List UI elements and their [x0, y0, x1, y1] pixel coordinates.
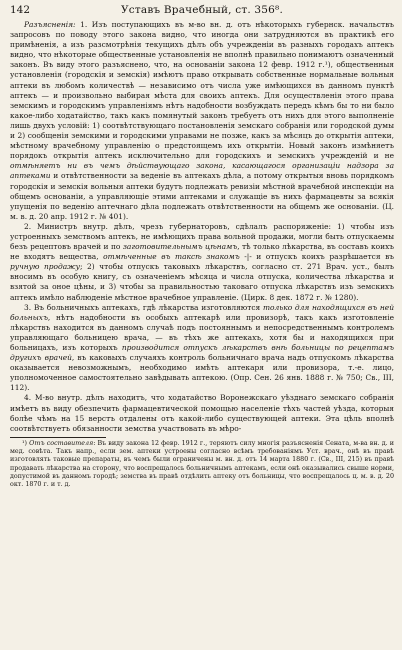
paragraph-1 — [10, 20, 394, 222]
footnote-lead: Отъ составителя — [29, 439, 94, 447]
paragraph-4-text: 4. М-во внутр. дѣлъ находитъ, что ходатайство Воронежскаго уѣзднаго земскаго собранія имѣетъ въ виду обезпечить фармацевтической помощью населеніе тѣхъ частей уѣзда, которыя болѣе чѣмъ на 15 верстъ отдалены отъ какой-либо существующей аптеки. Эта цѣль вполнѣ соотвѣтствуетъ обязанности земства участвовать въ мѣро- — [10, 393, 394, 433]
page-header — [10, 4, 394, 20]
footnote-marker: ¹) — [22, 439, 30, 447]
paragraph-2-text-2: , тѣ только лѣкарства, въ составъ коихъ не входятъ вещества, — [10, 242, 394, 262]
article-body — [10, 20, 394, 434]
paragraph-2-text-3: -|- и отпускъ коихъ разрѣшается въ — [239, 252, 394, 262]
paragraph-4 — [10, 393, 394, 433]
paragraph-2-emphasis-2: отмѣченные въ таксѣ знакомъ — [103, 252, 240, 262]
paragraph-2-text: 2. Министръ внутр. дѣлъ, чрезъ губернаторовъ, сдѣлалъ распоряженіе: 1) чтобы изъ устроенныхъ земствомъ аптекъ, не имѣющихъ права вольной продажи, могли быть отпускаемы безъ рецептовъ врачей и по — [10, 221, 394, 252]
footnote-divider — [10, 437, 106, 438]
paragraph-3-text: 3. Въ больничныхъ аптекахъ, гдѣ лѣкарства изготовляются — [24, 302, 263, 312]
paragraph-1-text-continued: и отвѣтственности за веденіе въ аптекахъ дѣла, а потому открытыя вновь порядкомъ городскія и земскія вольныя аптеки будутъ подлежать ревизіи мѣстной врачебной инспекціи на общемъ основаніи, а управляющіе этими аптеками и служащіе въ нихъ фармацевты за всякія упущенія по веденію аптечнаго дѣла подлежать отвѣтственности на общемъ же основаніи. (Ц. м. в. д. 20 апр. 1912 г. № 401). — [10, 171, 394, 221]
paragraph-3-emphasis-2: производится отпускъ лѣкарствъ внѣ больницы по рецептамъ другихъ врачей — [10, 343, 394, 363]
paragraph-2-emphasis-3: ручную продажу — [10, 262, 80, 272]
footnotes — [10, 440, 394, 490]
paragraph-3-emphasis-1: только для находящихся въ ней больныхъ — [10, 302, 394, 322]
paragraph-2 — [10, 222, 394, 303]
footnote-text: : Въ виду закона 12 февр. 1912 г., теряютъ силу многія разъясненія Сената, м-ва вн. д. и мед. совѣта. Такъ напр., если зем. аптеки устроены согласно всѣмъ требованіямъ Уст. врач., онѣ въ правѣ изготовлять таковые препараты, въ чемъ были ограничены м. вн. д. отъ 14 марта 1880 г. (Св., III, 215) въ правѣ продавать лѣкарства на сторону, что воспрещалось больничнымъ аптекамъ, если онѣ оказывались свыше норми, допустимой въ данномъ городѣ; земства въ правѣ отдѣлить аптеку отъ больницы, что воспрещалось ц. м. в. д. 20 окт. 1870 г. и т. д. — [10, 439, 394, 489]
paragraph-2-text-4: ; 2) чтобы отпускъ таковыхъ лѣкарствъ, согласно ст. 271 Врач. уст., былъ вносимъ въ особую книгу, съ означеніемъ мѣсяца и числа отпуска, количества лѣкарства и взятой за оное цѣны, и 3) чтобы за правильностью таковаго отпуска лѣкарствъ изъ земскихъ аптекъ имѣло наблюденіе мѣстное врачебное управленіе. (Цирк. 8 дек. 1872 г. № 1280). — [10, 262, 394, 302]
paragraph-3-text-3: , въ каковыхъ случаяхъ контроль больничнаго врача надъ отпускомъ лѣкарства оказывается невозможнымъ, необходимо имѣть аптекаря или провизора, т.-е. лицо, уполномоченное самостоятельно завѣдывать аптекою. (Опр. Сен. 26 янв. 1888 г. № 750; Св., III, 112). — [10, 353, 394, 393]
running-title: Уставъ Врачебный, ст. 356⁸. — [120, 4, 284, 16]
page-number: 142 — [10, 4, 31, 16]
explanations-lead: Разъясненія: — [24, 20, 76, 29]
paragraph-3-text-2: , нѣтъ надобности въ особыхъ аптекарѣ или провизорѣ, такъ какъ изготовленіе лѣкарствъ находится въ данномъ случаѣ подъ постояннымъ и непосредственнымъ контролемъ управляющаго больницею врача, — въ тѣхъ же аптекахъ, хотя бы и находящихся при больницахъ, изъ которыхъ — [10, 312, 394, 352]
paragraph-1-emphasis: отмѣняетъ ни въ чемъ дѣйствующаго закона, касающагося организаціи надзора за аптеками — [10, 161, 394, 181]
paragraph-2-emphasis-1: заготовительнымъ цѣнамъ — [122, 242, 238, 252]
paragraph-3 — [10, 303, 394, 394]
footnote-1 — [10, 440, 394, 490]
paragraph-1-text: 1. Изъ поступающихъ въ м-во вн. д. отъ нѣкоторыхъ губернск. начальствъ запросовъ по поводу этого закона видно, что иногда они затрудняются въ практикѣ его примѣненія, а изъ разсмотрѣнія текущихъ дѣлъ объ учрежденіи въ разныхъ городахъ аптекъ видно, что нѣкоторые общественные установленія не вполнѣ правильно понимаютъ означенный законъ. Въ виду этого разъяснено, что, на основаніи закона 12 февр. 1912 г.¹), общественныя установленія (городскія и земскія) имѣютъ право открывать собственные нормальные вольныя аптеки въ любомъ количествѣ — независимо отъ числа уже имѣющихся въ данномъ пунктѣ аптекъ — и произвольно выбирая мѣста для своихъ аптекъ. Для осуществленія этого права земскимъ и городскимъ управленіямъ нѣтъ надобности возбуждать передъ кѣмъ бы то ни было какое-либо ходатайство, такъ какъ помянутый законъ требуетъ отъ нихъ для этого выполненіе лишь двухъ условій: 1) соотвѣтствующаго постановленія земскаго собранія или городской думы и 2) сообщенія земскими и городскими управами не позже, какъ за мѣсяцъ до открытія аптеки, мѣстному врачебному управленію о предстоящемъ ихъ открытіи. Новый законъ измѣняетъ порядокъ открытія аптекъ исключительно для городскихъ и земскихъ учрежденій и не — [10, 20, 394, 161]
